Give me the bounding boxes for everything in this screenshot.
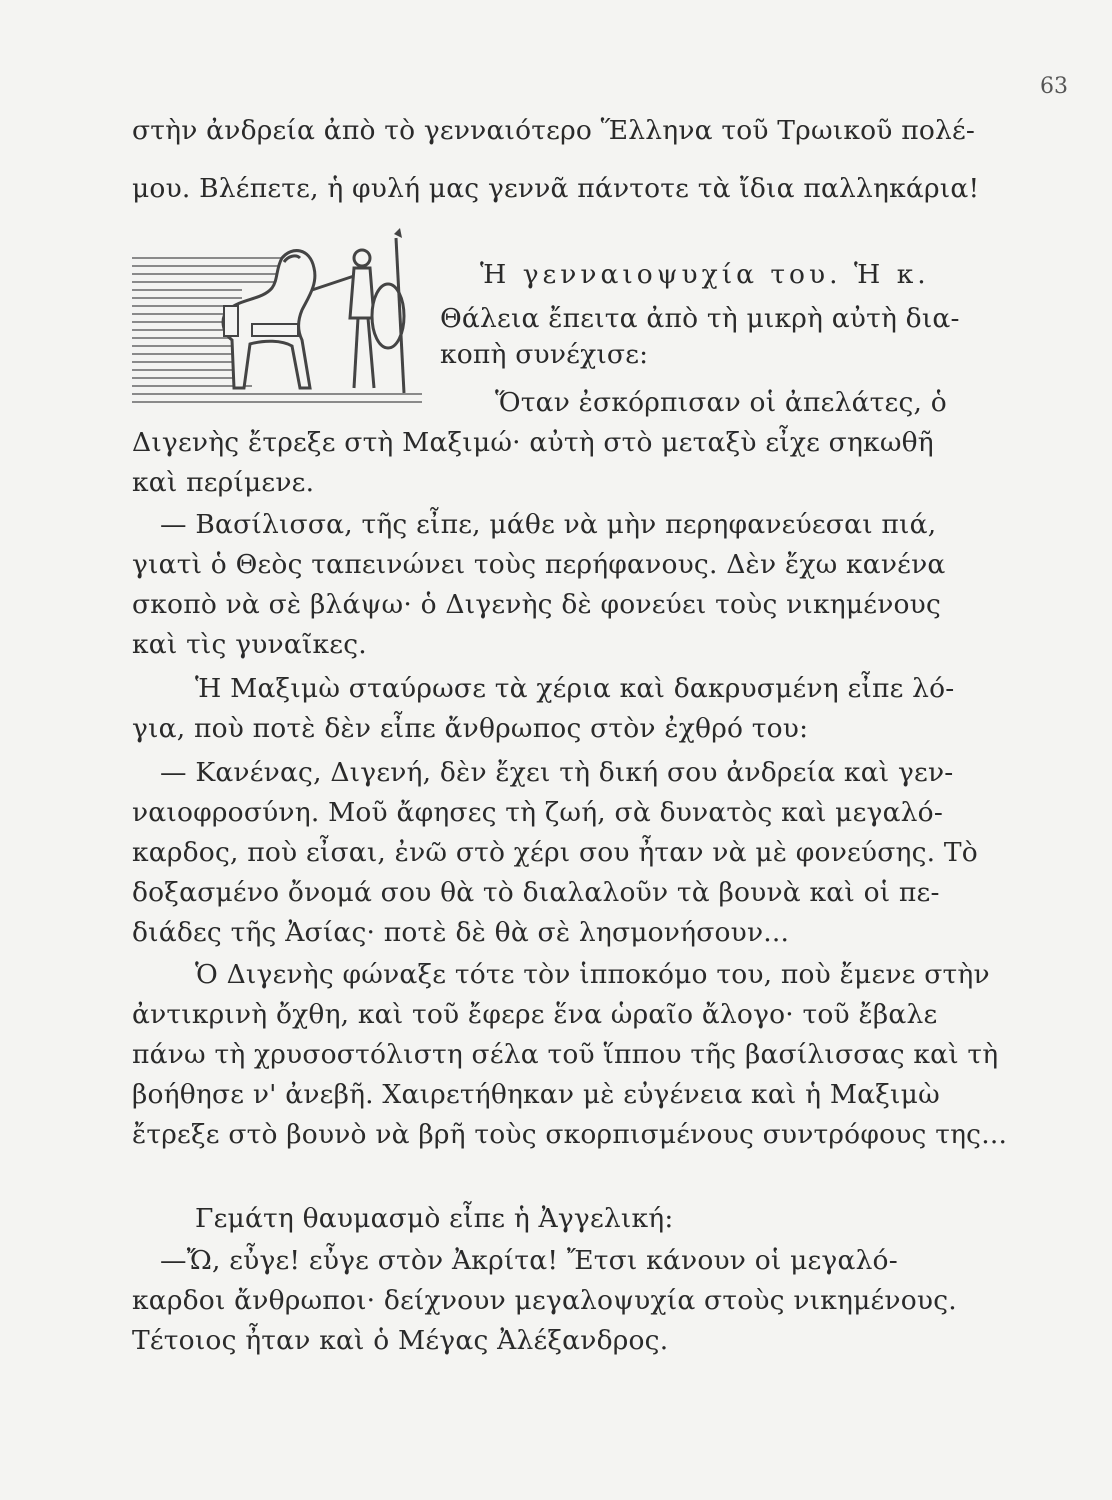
text-line: στὴν ἀνδρεία ἀπὸ τὸ γενναιότερο Ἕλληνα τοῦ Τρωικοῦ πολέ- — [132, 115, 976, 146]
text-line: Θάλεια ἔπειτα ἀπὸ τὴ μικρὴ αὐτὴ δια- — [440, 303, 960, 334]
horse-and-warrior-illustration — [132, 228, 422, 408]
text-line: — Κανένας, Διγενή, δὲν ἔχει τὴ δική σου ἀνδρεία καὶ γεν- — [160, 757, 954, 788]
text-line: Ὁ Διγενὴς φώναξε τότε τὸν ἱπποκόμο του, ποὺ ἔμενε στὴν — [195, 959, 990, 990]
text-line: μου. Βλέπετε, ἡ φυλή μας γεννᾶ πάντοτε τὰ ἴδια παλληκάρια! — [132, 173, 980, 204]
section-heading: Ἡ γενναιοψυχία του. Ἡ κ. — [480, 259, 930, 290]
text-line: πάνω τὴ χρυσοστόλιστη σέλα τοῦ ἵππου τῆς βασίλισσας καὶ τὴ — [132, 1039, 999, 1070]
text-line: Γεμάτη θαυμασμὸ εἶπε ἡ Ἀγγελική: — [195, 1203, 674, 1234]
text-line: ἀντικρινὴ ὄχθη, καὶ τοῦ ἔφερε ἕνα ὡραῖο ἄλογο· τοῦ ἔβαλε — [132, 999, 938, 1030]
text-line: βοήθησε ν' ἀνεβῆ. Χαιρετήθηκαν μὲ εὐγένεια καὶ ἡ Μαξιμὼ — [132, 1079, 940, 1110]
text-line: — Βασίλισσα, τῆς εἶπε, μάθε νὰ μὴν περηφανεύεσαι πιά, — [160, 509, 937, 540]
text-line: Τέτοιος ἦταν καὶ ὁ Μέγας Ἀλέξανδρος. — [132, 1325, 669, 1356]
text-line: καρδος, ποὺ εἶσαι, ἐνῶ στὸ χέρι σου ἦταν νὰ μὲ φονεύσης. Τὸ — [132, 837, 978, 868]
text-line: Διγενὴς ἔτρεξε στὴ Μαξιμώ· αὐτὴ στὸ μεταξὺ εἶχε σηκωθῆ — [132, 427, 934, 458]
text-line: ναιοφροσύνη. Μοῦ ἄφησες τὴ ζωή, σὰ δυνατὸς καὶ μεγαλό- — [132, 797, 943, 828]
text-line: σκοπὸ νὰ σὲ βλάψω· ὁ Διγενὴς δὲ φονεύει τοὺς νικημένους — [132, 589, 942, 620]
text-line: Ἡ Μαξιμὼ σταύρωσε τὰ χέρια καὶ δακρυσμένη εἶπε λό- — [195, 673, 955, 704]
text-line: καὶ περίμενε. — [132, 467, 315, 498]
page-number: 63 — [1040, 74, 1068, 99]
text-line: ἔτρεξε στὸ βουνὸ νὰ βρῆ τοὺς σκορπισμένους συντρόφους της... — [132, 1119, 1008, 1150]
text-line: διάδες τῆς Ἀσίας· ποτὲ δὲ θὰ σὲ λησμονήσουν... — [132, 917, 790, 948]
text-line: καρδοι ἄνθρωποι· δείχνουν μεγαλοψυχία στοὺς νικημένους. — [132, 1285, 957, 1316]
text-line: δοξασμένο ὄνομά σου θὰ τὸ διαλαλοῦν τὰ βουνὰ καὶ οἱ πε- — [132, 877, 940, 908]
text-line: καὶ τὶς γυναῖκες. — [132, 629, 367, 660]
text-line: για, ποὺ ποτὲ δὲν εἶπε ἄνθρωπος στὸν ἐχθρό του: — [132, 713, 809, 744]
text-line: γιατὶ ὁ Θεὸς ταπεινώνει τοὺς περήφανους. Δὲν ἔχω κανένα — [132, 549, 946, 580]
text-line: —Ὤ, εὖγε! εὖγε στὸν Ἀκρίτα! Ἔτσι κάνουν οἱ μεγαλό- — [160, 1245, 898, 1276]
text-line: Ὅταν ἐσκόρπισαν οἱ ἀπελάτες, ὁ — [495, 387, 947, 418]
text-line: κοπὴ συνέχισε: — [440, 339, 649, 370]
